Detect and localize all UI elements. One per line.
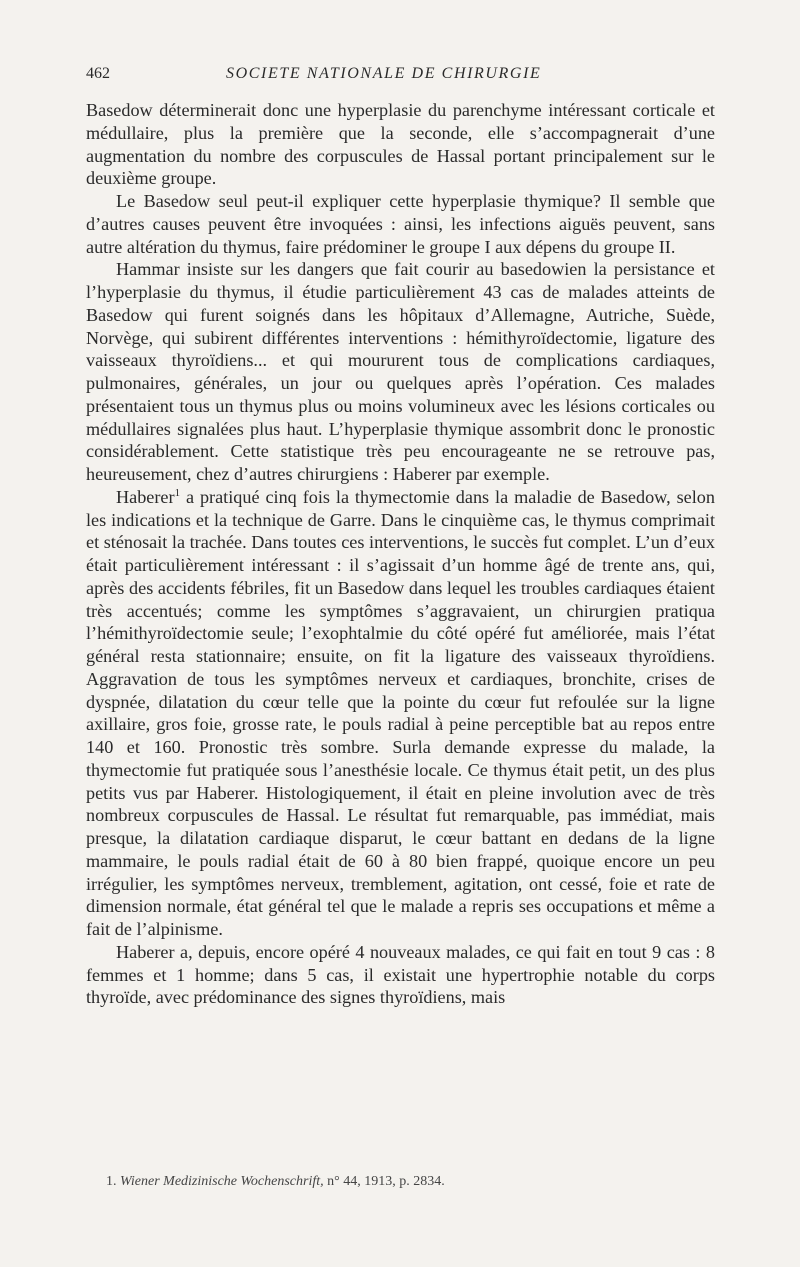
page-header <box>86 63 716 85</box>
footnote <box>106 1173 706 1191</box>
running-title: SOCIETE NATIONALE DE CHIRURGIE <box>226 65 542 82</box>
footnote-reference: 1 <box>174 486 181 499</box>
footnote-number: 1. <box>106 1174 117 1189</box>
body-text <box>86 99 715 1009</box>
paragraph-haberer-series: Haberer a, depuis, encore opéré 4 nouveaux malades, ce qui fait en tout 9 cas : 8 femmes et 1 homme; dans 5 cas, il existait une hypertrophie notable du corps thyroïde, avec prédominance des signes thyroïdiens, mais <box>86 941 715 1008</box>
haberer-name: Haberer <box>116 486 175 507</box>
footnote-details: n° 44, 1913, p. 2834. <box>327 1174 445 1189</box>
paragraph-other-causes: Le Basedow seul peut-il expliquer cette hyperplasie thymique? Il semble que d’autres causes peuvent être invoquées : ainsi, les infections aiguës peuvent, sans autre altération du thymus, faire prédominer le groupe I aux dépens du groupe II. <box>86 191 715 257</box>
page-number: 462 <box>86 65 110 82</box>
paragraph-hammar: Hammar insiste sur les dangers que fait courir au basedowien la persistance et l’hyperplasie du thymus, il étudie particulièrement 43 cas de malades atteints de Basedow qui furent soignés dans les hôpitaux d’Allemagne, Autriche, Suède, Norvège, qui subirent différentes interventions : hémithyroïdectomie, ligature des vaisseaux thyroïdiens... et qui moururent tous de complications cardiaques, pulmonaires, générales, un jour ou quelques après l’opération. Ces malades présentaient tous un thymus plus ou moins volumineux avec les lésions corticales ou médullaires signalées plus haut. L’hyperplasie thymique assombrit donc le pronostic considérablement. Cette statistique très peu encourageante ne se retrouve pas, heureusement, chez d’autres chirurgiens : Haberer par exemple. <box>86 259 715 484</box>
paragraph-haberer-case <box>86 486 715 941</box>
paragraph-basedow-hyperplasia: Basedow déterminerait donc une hyperplasie du parenchyme intéressant corticale et médullaire, plus la première que la seconde, elle s’accompagnerait d’une augmentation du nombre des corpuscules de Hassal portant principalement sur le deuxième groupe. <box>86 100 715 189</box>
footnote-source: Wiener Medizinische Wochenschrift, <box>120 1174 324 1189</box>
haberer-case-text: a pratiqué cinq fois la thymectomie dans la maladie de Basedow, selon les indications et la technique de Garre. Dans le cinquième cas, le thymus comprimait et sténosait la trachée. Dans toutes ces interventions, le succès fut complet. L’un d’eux était particulièrement intéressant : il s’agissait d’un homme âgé de trente ans, qui, après des accidents fébriles, fit un Basedow dans lequel les troubles cardiaques étaient très accentués; comme les symptômes s’aggravaient, un chirurgien pratiqua l’hémithyroïdectomie seule; l’exophtalmie du côté opéré fut améliorée, mais l’état général resta stationnaire; ensuite, on fit la ligature des vaisseaux thyroïdiens. Aggravation de tous les symptômes nerveux et cardiaques, bronchite, crises de dyspnée, dilatation du cœur telle que la pointe du cœur fut refoulée sur la ligne axillaire, gros foie, grosse rate, le pouls radial à peine perceptible bat au repos entre 140 et 160. Pronostic très sombre. Surla demande expresse du malade, la thymectomie fut pratiquée sous l’anesthésie locale. Ce thymus était petit, un des plus petits vus par Haberer. Histologiquement, il était en pleine involution avec de très nombreux corpuscules de Hassal. Le résultat fut remarquable, pas immédiat, mais presque, la dilatation cardiaque disparut, le cœur battant en dedans de la ligne mammaire, le pouls radial était de 60 à 80 bien frappé, quoique encore un peu irrégulier, les symptômes nerveux, tremblement, agitation, ont cessé, foie et rate de dimension normale, état général tel que le malade a repris ses occupations et même a fait de l’alpinisme. <box>86 486 715 939</box>
